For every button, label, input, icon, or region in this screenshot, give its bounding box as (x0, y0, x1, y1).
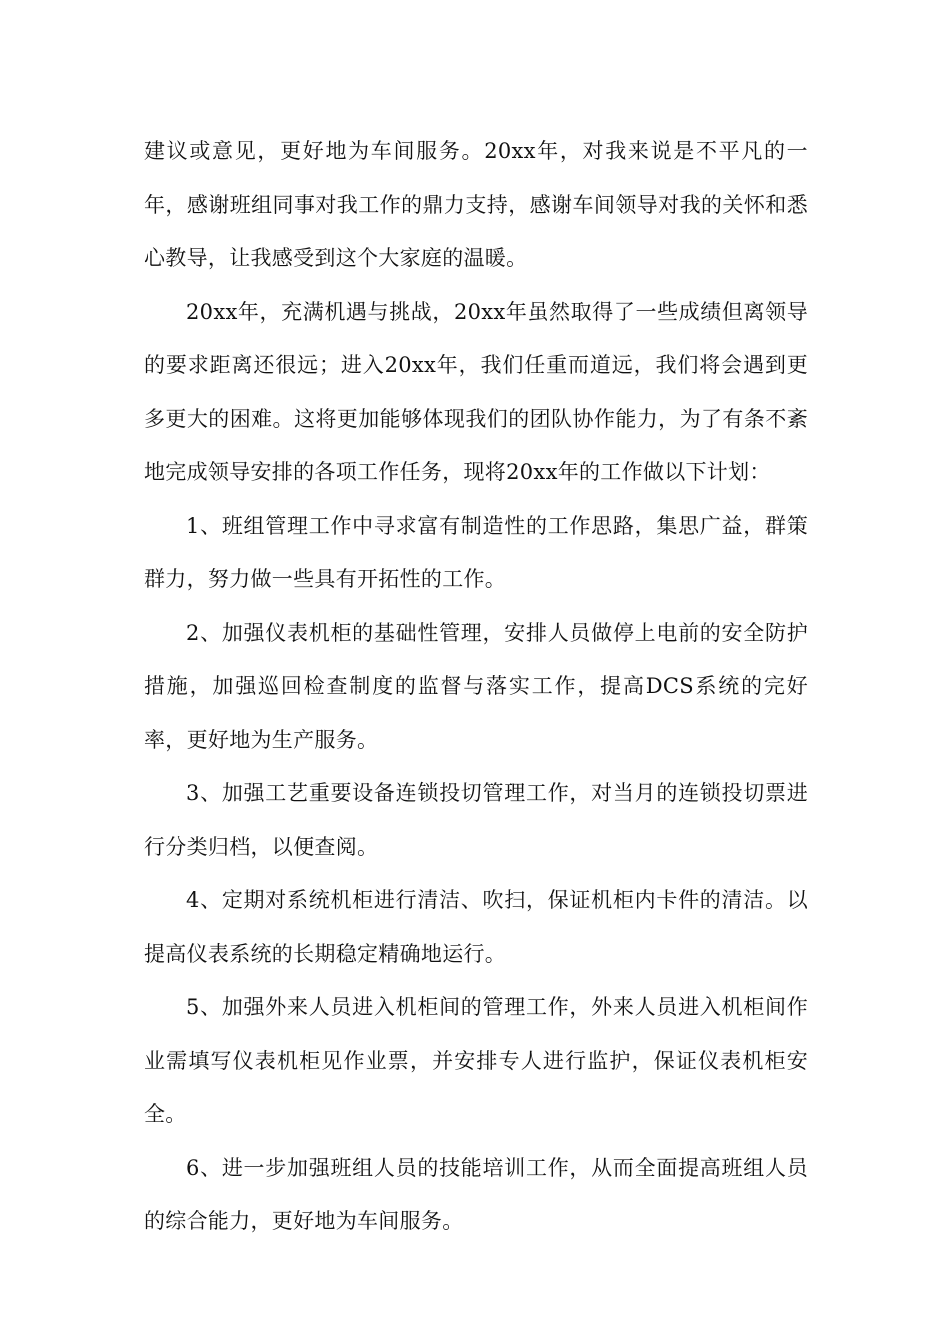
document-body (144, 125, 808, 1249)
list-item-5: 5、加强外来人员进入机柜间的管理工作，外来人员进入机柜间作业需填写仪表机柜见作业票，并安排专人进行监护，保证仪表机柜安全。 (144, 995, 808, 1126)
list-item-4: 4、定期对系统机柜进行清洁、吹扫，保证机柜内卡件的清洁。以提高仪表系统的长期稳定精确地运行。 (144, 888, 808, 966)
list-item-3: 3、加强工艺重要设备连锁投切管理工作，对当月的连锁投切票进行分类归档，以便查阅。 (144, 781, 808, 859)
paragraph-1: 建议或意见，更好地为车间服务。20xx年，对我来说是不平凡的一年，感谢班组同事对我工作的鼎力支持，感谢车间领导对我的关怀和悉心教导，让我感受到这个大家庭的温暖。 (144, 139, 808, 270)
list-item-2: 2、加强仪表机柜的基础性管理，安排人员做停上电前的安全防护措施，加强巡回检查制度的监督与落实工作，提高DCS系统的完好率，更好地为生产服务。 (144, 620, 808, 752)
paragraph-2: 20xx年，充满机遇与挑战，20xx年虽然取得了一些成绩但离领导的要求距离还很远；进入20xx年，我们任重而道远，我们将会遇到更多更大的困难。这将更加能够体现我们的团队协作能力，为了有条不紊地完成领导安排的各项工作任务，现将20xx年的工作做以下计划： (144, 299, 808, 484)
list-item-1: 1、班组管理工作中寻求富有制造性的工作思路，集思广益，群策群力，努力做一些具有开拓性的工作。 (144, 513, 808, 591)
list-item-6: 6、进一步加强班组人员的技能培训工作，从而全面提高班组人员的综合能力，更好地为车间服务。 (144, 1155, 808, 1233)
